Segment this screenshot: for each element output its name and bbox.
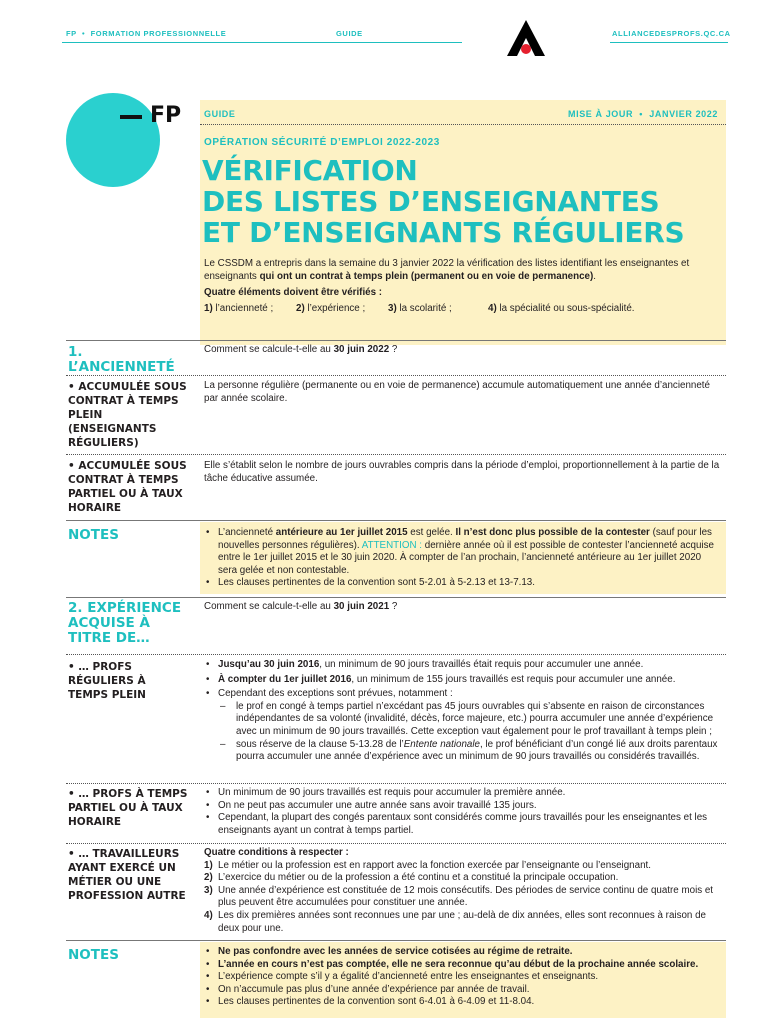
kicker: OPÉRATION SÉCURITÉ D’EMPLOI 2022-2023: [204, 137, 440, 148]
s2-r3-label: • … TRAVAILLEURS AYANT EXERCÉ UN MÉTIER OU UNE PROFESSION AUTRE: [68, 848, 186, 902]
s2-r1-subitem: – sous réserve de la clause 5-13.28 de l’Entente nationale, le prof bénéficiant d’un congé lié aux droits parentaux pourra accumuler une année d’expérience avec un minimum de 90 jours travaillés ou considérés travaillés.: [218, 739, 724, 764]
notes2-item: • Ne pas confondre avec les années de service cotisées au régime de retraite.: [204, 946, 720, 959]
s2-r2-label: • … PROFS À TEMPS PARTIEL OU À TAUX HORAIRE: [68, 788, 188, 828]
s1-r1-label: • ACCUMULÉE SOUS CONTRAT À TEMPS PLEIN (ENSEIGNANTS RÉGULIERS): [68, 381, 187, 449]
s2-r3-text: Quatre conditions à respecter : 1) Le métier ou la profession est en rapport avec la fonction exercée par l’enseignante ou l’enseignant. 2) L’exercice du métier ou de la profession a été continu et a constitué la principale occupation. 3) Une année d’expérience est constituée de 12 mois consécutifs. Des périodes de service continu de quatre mois et plus peuvent être accumulées pour constituer une année. 4) Les dix premières années sont reconnues une par une ; au-delà de dix années, elles sont reconnues à raison de deux pour une.: [204, 847, 724, 935]
s2-r1-item: • À compter du 1er juillet 2016, un minimum de 155 jours travaillés est requis pour accumuler une année.: [204, 674, 724, 687]
s2-r1-item: • Jusqu’au 30 juin 2016, un minimum de 90 jours travaillés était requis pour accumuler une année.: [204, 659, 724, 672]
page-title: VÉRIFICATION DES LISTES D’ENSEIGNANTES ET D’ENSEIGNANTS RÉGULIERS: [202, 154, 685, 249]
s1-r2-text: Elle s’établit selon le nombre de jours ouvrables compris dans la période d’emploi, proportionnellement à la partie de la tâche éducative assumée.: [204, 460, 720, 484]
s1-title: 1. L’ANCIENNETÉ: [68, 344, 175, 375]
notes2-item: • On n’accumule pas plus d’une année d’expérience par année de travail.: [204, 984, 720, 997]
s2-row-rule-3: [66, 843, 726, 844]
s2-r2-list: [204, 787, 724, 837]
header-rule: [200, 124, 726, 125]
s2-question: Comment se calcule-t-elle au 30 juin 2021 ?: [204, 601, 398, 612]
notes2-item: • L’expérience compte s’il y a égalité d’ancienneté entre les enseignantes et enseignants.: [204, 971, 720, 984]
s1-row-rule: [66, 375, 726, 376]
s2-r2-item: • Cependant, la plupart des congés parentaux sont considérés comme jours travaillés pour les enseignantes et les enseignants ayant un contrat à temps partiel.: [204, 812, 724, 837]
update-label: MISE À JOUR • JANVIER 2022: [568, 109, 718, 119]
fp-badge: [66, 93, 160, 187]
s1-question: Comment se calcule-t-elle au 30 juin 2022 ?: [204, 344, 398, 355]
notes1-item: • L’ancienneté antérieure au 1er juillet 2015 est gelée. Il n’est donc plus possible de la contester (sauf pour les nouvelles personnes régulières). ATTENTION : dernière année où il est possible de contester l’ancienneté acquise entre le 1er juillet 2015 et le 30 juin 2020. À compter de l’an prochain, l’ancienneté antérieure au 1er juillet 2020 sera gelée et non contestable.: [204, 527, 720, 577]
topbar-rule-right: [610, 42, 728, 43]
s1-r1-text: La personne régulière (permanente ou en voie de permanence) accumule automatiquement une année d’ancienneté par année scolaire.: [204, 380, 710, 404]
s2-r1-subitem: – le prof en congé à temps partiel n’excédant pas 45 jours ouvrables qui s’absente en raison de circonstances indépendantes de sa volonté (invalidité, décès, force majeure, etc.) pourra accumuler une année d’expérience avec un minimum de 90 jours travaillés. Cette exception vaut également pour le prof travaillant à temps plein ;: [218, 701, 724, 739]
s1-r2-label: • ACCUMULÉE SOUS CONTRAT À TEMPS PARTIEL OU À TAUX HORAIRE: [68, 460, 187, 514]
s2-r2-item: • Un minimum de 90 jours travaillés est requis pour accumuler la première année.: [204, 787, 724, 800]
s2-row-rule: [66, 654, 726, 655]
s2-r1-item: • Cependant des exceptions sont prévues, notamment : – le prof en congé à temps partiel n’excédant pas 45 jours ouvrables qui s’absente en raison de circonstances indépendantes de sa volonté (invalidité, décès, force majeure, etc.) pourra accumuler une année d’expérience avec un minimum de 90 jours travaillés. Cette exception vaut également pour le prof travaillant à temps plein ; – sous réserve de la clause 5-13.28 de l’Entente nationale, le prof bénéficiant d’un congé lié aux droits parentaux pourra accumuler une année d’expérience avec un minimum de 90 jours travaillés ou considérés travaillés.: [204, 688, 724, 764]
s2-r3-item: 4) Les dix premières années sont reconnues une par une ; au-delà de dix années, elles sont reconnues à raison de deux pour une.: [204, 909, 706, 934]
s2-r2-item: • On ne peut pas accumuler une autre année sans avoir travaillé 135 jours.: [204, 800, 724, 813]
fp-badge-text: FP: [150, 103, 182, 128]
notes2-rule: [66, 940, 726, 941]
topbar-link[interactable]: ALLIANCEDESPROFS.QC.CA: [612, 29, 731, 38]
s2-rule: [66, 597, 726, 598]
intro-items: 1) l’ancienneté ; 2) l’expérience ; 3) la scolarité ; 4) la spécialité ou sous-spécialité.: [204, 302, 635, 314]
s1-row-rule-2: [66, 454, 726, 455]
topbar-left: FP • FORMATION PROFESSIONNELLE: [66, 29, 227, 38]
notes1-item: • Les clauses pertinentes de la convention sont 5-2.01 à 5-2.13 et 13-7.13.: [204, 577, 720, 590]
fp-dash: [120, 115, 142, 119]
s2-r3-item: 2) L’exercice du métier ou de la profession a été continu et a constitué la principale occupation.: [204, 872, 619, 884]
s2-title: 2. EXPÉRIENCE ACQUISE À TITRE DE…: [68, 600, 182, 646]
notes2-item: • L’année en cours n’est pas comptée, elle ne sera reconnue qu’au début de la prochaine année scolaire.: [204, 959, 720, 972]
s1-rule: [66, 340, 726, 341]
notes2-title: NOTES: [68, 947, 119, 963]
s2-r1-text: [204, 659, 724, 764]
notes1-title: NOTES: [68, 527, 119, 543]
alliance-logo-icon: [505, 18, 547, 58]
guide-label: GUIDE: [204, 109, 236, 119]
notes1-list: [204, 527, 720, 590]
topbar-center: GUIDE: [336, 29, 363, 38]
notes1-rule: [66, 520, 726, 521]
s2-r1-label: • … PROFS RÉGULIERS À TEMPS PLEIN: [68, 661, 146, 701]
s2-row-rule-2: [66, 783, 726, 784]
notes2-list: [204, 946, 720, 1009]
intro-text: Le CSSDM a entrepris dans la semaine du 3 janvier 2022 la vérification des listes identifiant les enseignantes et enseignants qui ont un contrat à temps plein (permanent ou en voie de permanence). Quatre éléments doivent être vérifiés : 1) l’ancienneté ; 2) l’expérience ; 3) la scolarité ; 4) la spécialité ou sous-spécialité.: [204, 258, 722, 317]
s2-r3-item: 3) Une année d’expérience est constituée de 12 mois consécutifs. Des périodes de service continu de quatre mois et plus peuvent être accumulées pour constituer une année.: [204, 884, 714, 909]
topbar-rule: [62, 42, 462, 43]
s2-r3-item: 1) Le métier ou la profession est en rapport avec la fonction exercée par l’enseignante ou l’enseignant.: [204, 859, 651, 871]
notes2-item: • Les clauses pertinentes de la convention sont 6-4.01 à 6-4.09 et 11-8.04.: [204, 996, 720, 1009]
